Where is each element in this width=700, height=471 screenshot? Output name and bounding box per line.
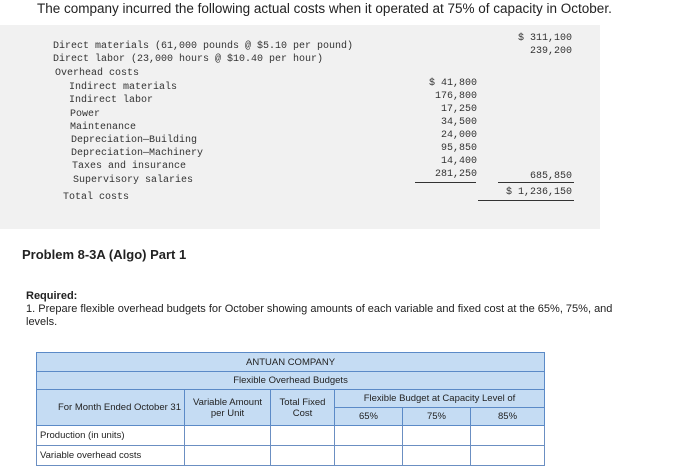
input-cell[interactable] [403, 426, 471, 446]
input-cell[interactable] [471, 446, 545, 466]
intro-text: The company incurred the following actual costs when it operated at 75% of capacity in October. [37, 1, 612, 16]
required-heading: Required: [26, 290, 78, 302]
input-cell[interactable] [185, 426, 271, 446]
direct-materials-label: Direct materials (61,000 pounds @ $5.10 per pound) [53, 41, 354, 52]
overhead-item-value: 17,250 [440, 104, 477, 115]
overhead-costs-label: Overhead costs [55, 68, 140, 79]
direct-labor-label: Direct labor (23,000 hours @ $10.40 per hour) [53, 54, 324, 65]
overhead-item-label: Taxes and insurance [72, 161, 187, 172]
variable-amount-line1: Variable Amount [192, 396, 262, 408]
overhead-item-label: Power [70, 109, 101, 120]
overhead-item-label: Maintenance [70, 122, 137, 133]
level-85: 85% [471, 408, 545, 426]
overhead-item-value: 34,500 [440, 117, 477, 128]
direct-materials-value: $ 311,100 [517, 33, 572, 44]
overhead-item-value: $ 41,800 [428, 78, 477, 89]
table-row [37, 426, 545, 446]
input-cell[interactable] [185, 446, 271, 466]
budget-subtitle: Flexible Overhead Budgets [37, 372, 545, 390]
column-header-total-fixed [271, 390, 335, 426]
column-header-flexible-budget: Flexible Budget at Capacity Level of [335, 390, 545, 408]
input-cell[interactable] [403, 446, 471, 466]
overhead-item-label: Indirect labor [69, 95, 154, 106]
required-instruction: 1. Prepare flexible overhead budgets for October showing amounts of each variable and fixed cost at the 65%, 75%, and [26, 303, 613, 315]
subtotal-underline [415, 182, 476, 183]
total-costs-label: Total costs [63, 192, 130, 203]
variable-amount-line2: per Unit [210, 407, 245, 419]
overhead-item-value: 281,250 [434, 169, 477, 180]
overhead-total-underline [498, 182, 574, 183]
total-fixed-line2: Cost [292, 407, 313, 419]
cost-data-panel [0, 25, 600, 229]
total-fixed-line1: Total Fixed [279, 396, 326, 408]
required-instruction-continued: levels. [26, 316, 58, 328]
overhead-item-label: Depreciation—Building [71, 135, 198, 146]
level-65: 65% [335, 408, 403, 426]
company-name: ANTUAN COMPANY [37, 353, 545, 372]
row-label-variable-overhead: Variable overhead costs [37, 446, 185, 466]
input-cell[interactable] [471, 426, 545, 446]
overhead-item-value: 14,400 [440, 156, 477, 167]
total-costs-value: $ 1,236,150 [505, 187, 572, 198]
flexible-overhead-budget-table [36, 352, 545, 466]
input-cell[interactable] [335, 426, 403, 446]
overhead-item-label: Depreciation—Machinery [71, 148, 204, 159]
column-header-period: For Month Ended October 31 [37, 390, 185, 426]
total-costs-underline [478, 200, 574, 201]
overhead-total-value: 685,850 [529, 171, 572, 182]
direct-labor-value: 239,200 [529, 46, 572, 57]
overhead-item-value: 95,850 [440, 143, 477, 154]
overhead-item-label: Indirect materials [69, 82, 178, 93]
row-label-production: Production (in units) [37, 426, 185, 446]
column-header-variable-amount [185, 390, 271, 426]
overhead-item-value: 24,000 [440, 130, 477, 141]
input-cell[interactable] [271, 426, 335, 446]
level-75: 75% [403, 408, 471, 426]
table-row [37, 446, 545, 466]
input-cell[interactable] [271, 446, 335, 466]
problem-title: Problem 8-3A (Algo) Part 1 [22, 247, 187, 262]
overhead-item-label: Supervisory salaries [73, 175, 194, 186]
overhead-item-value: 176,800 [434, 91, 477, 102]
input-cell[interactable] [335, 446, 403, 466]
